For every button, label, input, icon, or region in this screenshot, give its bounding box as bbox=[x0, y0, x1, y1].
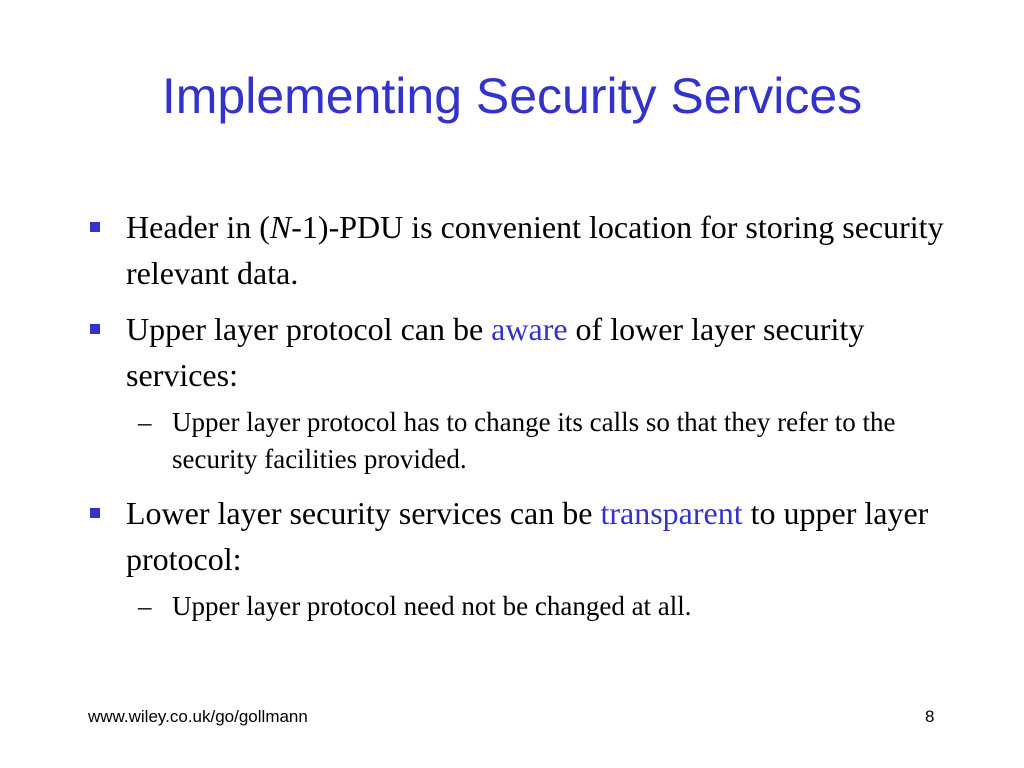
bullet-1-text-before: Header in ( bbox=[126, 209, 270, 245]
slide-body bbox=[90, 204, 950, 637]
square-bullet-icon bbox=[90, 324, 100, 334]
slide-title: Implementing Security Services bbox=[161, 68, 863, 124]
bullet-1-italic: N bbox=[269, 209, 292, 245]
page-number: 8 bbox=[925, 707, 935, 726]
square-bullet-icon bbox=[90, 222, 100, 232]
bullet-item-3 bbox=[90, 490, 950, 582]
square-bullet-icon bbox=[90, 508, 100, 518]
bullet-1-text-after: -1)-PDU is convenient location for storing security relevant data. bbox=[126, 209, 944, 291]
footer-url: www.wiley.co.uk/go/gollmann bbox=[88, 707, 308, 726]
bullet-3-highlight: transparent bbox=[600, 495, 743, 531]
bullet-2-text-before: Upper layer protocol can be bbox=[126, 311, 492, 347]
sub-bullet-item-2 bbox=[90, 404, 950, 478]
dash-marker: – bbox=[138, 407, 152, 437]
bullet-item-2 bbox=[90, 306, 950, 398]
bullet-2-highlight: aware bbox=[491, 311, 568, 347]
dash-marker: – bbox=[138, 591, 152, 621]
bullet-item-1 bbox=[90, 204, 950, 296]
sub-bullet-2-text: Upper layer protocol has to change its calls so that they refer to the security facilities provided. bbox=[172, 407, 896, 474]
sub-bullet-item-3 bbox=[90, 588, 950, 625]
bullet-2-text-after: of lower layer security services: bbox=[126, 311, 865, 393]
bullet-3-text-after: to upper layer protocol: bbox=[126, 495, 929, 577]
bullet-3-text-before: Lower layer security services can be bbox=[126, 495, 601, 531]
sub-bullet-3-text: Upper layer protocol need not be changed at all. bbox=[172, 591, 692, 621]
